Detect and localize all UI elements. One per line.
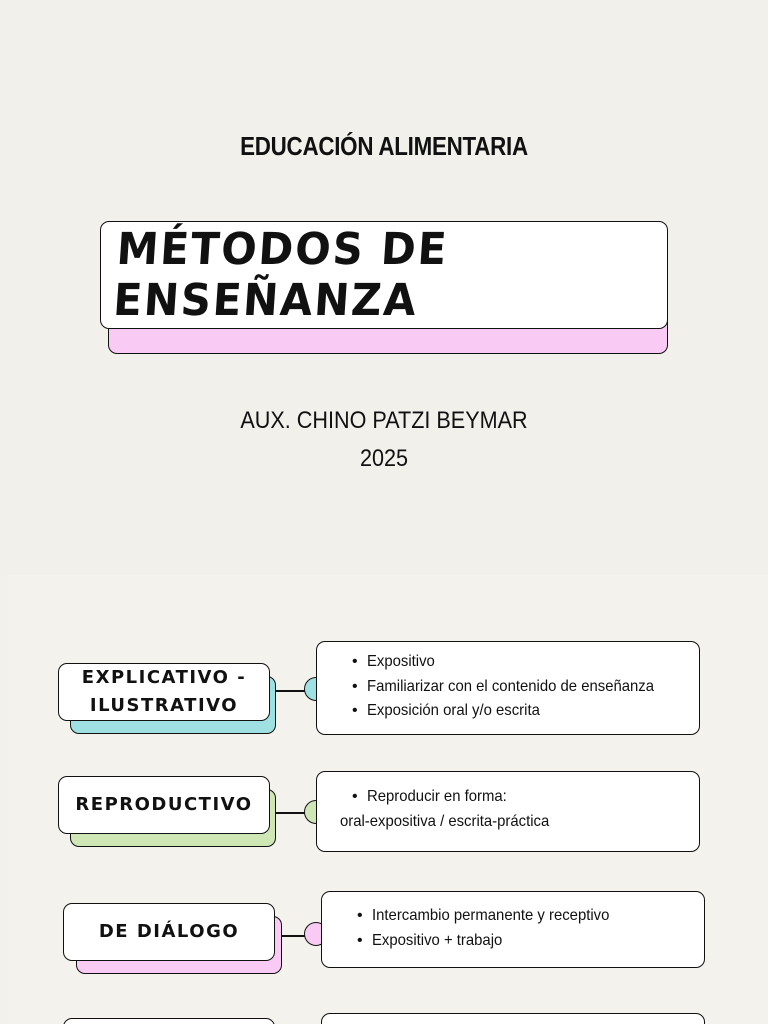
list-item: • Reproducir en forma: (317, 785, 699, 810)
method-2-label (58, 776, 270, 834)
method-1-connector (276, 690, 306, 692)
method-4-label-partial (63, 1018, 275, 1024)
list-item: • Expositivo + trabajo (322, 929, 704, 954)
list-item: • Exposición oral y/o escrita (317, 699, 699, 724)
method-2-label-line1: REPRODUCTIVO (75, 794, 253, 815)
method-1-label-line1: EXPLICATIVO - (81, 667, 247, 688)
method-3-label-line1: DE DIÁLOGO (98, 921, 240, 942)
author-name: AUX. CHINO PATZI BEYMAR (240, 407, 528, 434)
method-3-description (321, 891, 705, 968)
method-1-label (58, 663, 270, 721)
method-1-label-line2: ILUSTRATIVO (89, 695, 239, 716)
method-4-description-partial (321, 1013, 705, 1024)
method-2-description (316, 771, 700, 852)
list-item: • Familiarizar con el contenido de enseñanza (317, 675, 699, 700)
list-item: • Expositivo (317, 650, 699, 675)
page-title: MÉTODOS DE ENSEÑANZA (111, 224, 450, 326)
list-item: • Intercambio permanente y receptivo (322, 904, 704, 929)
list-item-continuation: oral-expositiva / escrita-práctica (340, 812, 550, 830)
method-2-connector (276, 812, 306, 814)
author-block (38, 402, 729, 478)
method-1-description (316, 641, 700, 735)
method-3-label (63, 903, 275, 961)
title-card (100, 221, 668, 329)
year: 2025 (359, 445, 409, 472)
subject-heading: EDUCACIÓN ALIMENTARIA (240, 131, 528, 161)
